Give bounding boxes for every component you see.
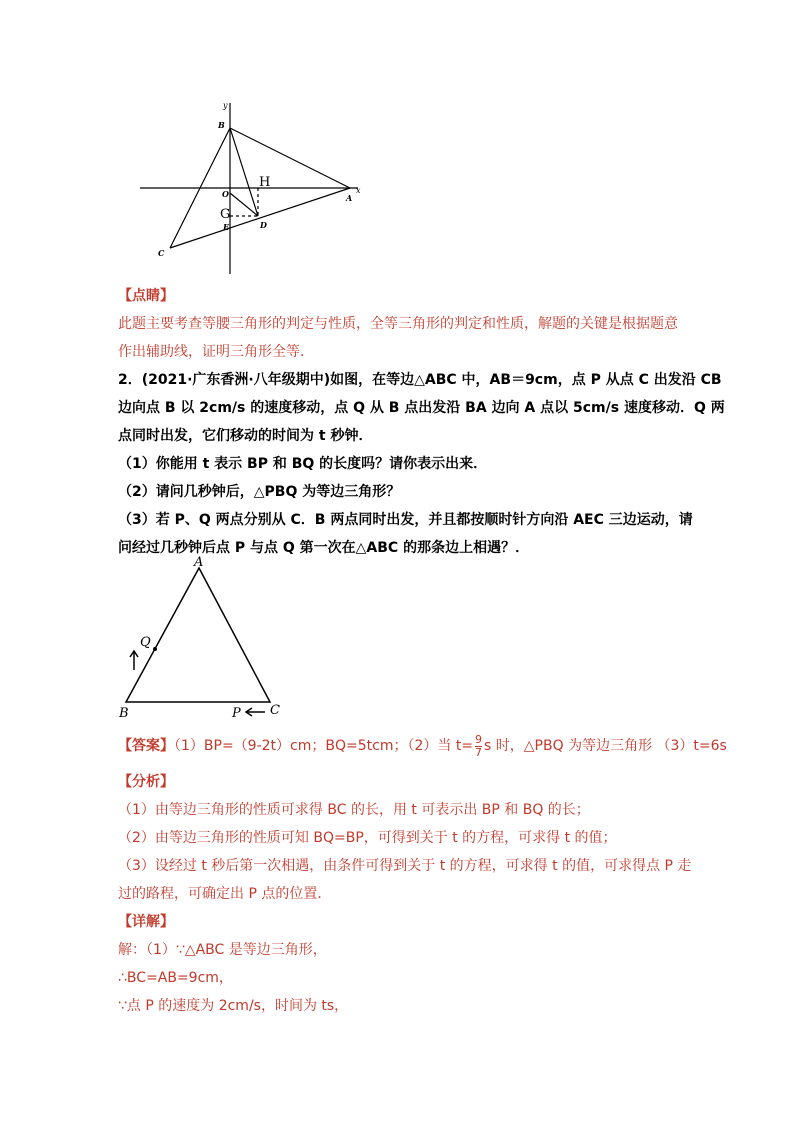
fig1-label-D: D (260, 220, 267, 230)
fig1-label-x: x (356, 186, 361, 195)
detail-line-1: 解：（1）∵△ABC 是等边三角形， (118, 942, 327, 958)
answer-part-2: s 时，△PBQ 为等边三角形 （3）t=6s (484, 738, 727, 754)
answer-part-1: （1）BP=（9-2t）cm；BQ=5tcm；（2）当 t= (174, 738, 474, 754)
fig1-label-B: B (218, 120, 225, 130)
answer-fraction (475, 734, 482, 759)
answer-heading: 【答案】 (118, 738, 174, 754)
fig1-label-E: E (223, 222, 230, 232)
detail-line-3: ∵点 P 的速度为 2cm/s，时间为 ts， (118, 998, 349, 1014)
analysis-line-1: （1）由等边三角形的性质可求得 BC 的长，用 t 可表示出 BP 和 BQ 的长； (118, 802, 590, 818)
fig1-label-O: O (222, 189, 229, 199)
problem-line-3: 点同时出发，它们移动的时间为 t 秒钟． (118, 428, 373, 444)
problem-question-3a: （3）若 P、Q 两点分别从 C．B 两点同时出发，并且都按顺时针方向沿 AEC 三边运动，请 (118, 512, 693, 528)
fig2-label-B: B (119, 706, 129, 721)
fig1-label-A: A (346, 193, 353, 203)
fig1-label-G: G (220, 207, 231, 222)
problem-question-3b: 问经过几秒钟后点 P 与点 Q 第一次在△ABC 的那条边上相遇？． (118, 540, 530, 556)
problem-line-1: 2．(2021·广东香洲·八年级期中)如图，在等边△ABC 中，AB＝9cm，点 P 从点 C 出发沿 CB (118, 372, 722, 388)
dianjing-heading: 【点睛】 (118, 288, 174, 304)
fig1-label-y: y (223, 101, 228, 110)
dianjing-line-2: 作出辅助线，证明三角形全等． (118, 344, 314, 360)
analysis-line-2: （2）由等边三角形的性质可知 BQ=BP，可得到关于 t 的方程，可求得 t 的值； (118, 830, 617, 846)
analysis-line-3: （3）设经过 t 秒后第一次相遇，由条件可得到关于 t 的方程，可求得 t 的值，可求得点 P 走 (118, 858, 692, 874)
detail-heading: 【详解】 (118, 914, 174, 930)
dianjing-line-1: 此题主要考查等腰三角形的判定与性质，全等三角形的判定和性质，解题的关键是根据题意 (118, 316, 678, 332)
figure-equilateral-triangle (112, 552, 292, 722)
detail-line-2: ∴BC=AB=9cm， (118, 970, 233, 986)
fig1-label-C: C (158, 248, 165, 258)
analysis-heading: 【分析】 (118, 774, 174, 790)
figure-coordinate-triangle (130, 98, 370, 278)
fig2-label-Q: Q (140, 635, 151, 650)
problem-question-1: （1）你能用 t 表示 BP 和 BQ 的长度吗？请你表示出来． (118, 456, 488, 472)
answer-fraction-numerator: 9 (475, 732, 483, 746)
problem-line-2: 边向点 B 以 2cm/s 的速度移动，点 Q 从 B 点出发沿 BA 边向 A 点以 5cm/s 速度移动．Q 两 (118, 400, 725, 416)
fig2-label-P: P (232, 706, 241, 721)
answer-line (118, 730, 727, 762)
answer-fraction-denominator: 7 (475, 745, 483, 759)
fig2-label-A: A (194, 555, 204, 570)
analysis-line-4: 过的路程，可确定出 P 点的位置． (118, 886, 332, 902)
fig2-label-C: C (270, 703, 280, 718)
fig1-label-H: H (259, 175, 271, 190)
problem-question-2: （2）请问几秒钟后，△PBQ 为等边三角形？ (118, 484, 401, 500)
